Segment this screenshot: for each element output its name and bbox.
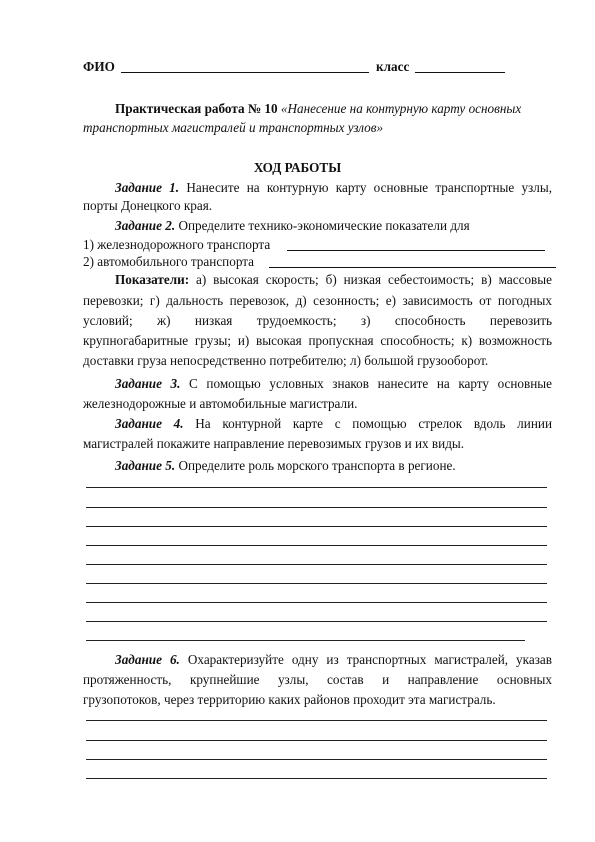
task6-answer-line-2[interactable] (86, 740, 547, 741)
class-answer-line[interactable] (415, 72, 505, 73)
task5-label: Задание 5. (115, 458, 176, 473)
task2-item2-answer-line[interactable] (269, 267, 556, 268)
task6-answer-line-1[interactable] (86, 720, 547, 721)
task2-text: Определите технико-экономические показатели для (178, 218, 470, 233)
task6-answer-line-3[interactable] (86, 759, 547, 760)
work-topic-part1: «Нанесение на контурную карту основных (280, 101, 522, 116)
task2-item2: 2) автомобильного транспорта (83, 254, 255, 269)
indicators-label: Показатели: (115, 272, 190, 287)
task4-text-part1: На контурной карте с помощью стрелок вдоль линии (195, 416, 552, 431)
task3-text-part2: железнодорожные и автомобильные магистрали. (83, 396, 358, 411)
fio-answer-line[interactable] (121, 72, 369, 73)
task1-line1 (115, 180, 552, 196)
task3-label: Задание 3. (115, 376, 181, 391)
task5-answer-line-4[interactable] (86, 545, 547, 546)
task5-text: Определите роль морского транспорта в регионе. (178, 458, 456, 473)
indicators-line3: условий; ж) низкая трудоемкость; з) способность перевозить (83, 313, 552, 328)
task6-line1 (115, 652, 552, 668)
indicators-line5: доставки груза непосредственно потребителю; л) большой грузооборот. (83, 353, 489, 368)
task3-text-part1: С помощью условных знаков нанесите на карту основные (189, 376, 553, 391)
task1-label: Задание 1. (115, 180, 180, 195)
task2-item1: 1) железнодорожного транспорта (83, 237, 271, 252)
work-title: Практическая работа № 10 (115, 101, 278, 116)
fio-label: ФИО (83, 59, 115, 74)
task5-answer-line-5[interactable] (86, 564, 547, 565)
work-topic-part2: транспортных магистралей и транспортных узлов» (83, 120, 384, 135)
task6-text-part2: протяженность, крупнейшие узлы, состав и направление основных (83, 672, 552, 687)
task1-text-part1: Нанесите на контурную карту основные транспортные узлы, (186, 180, 552, 195)
task2-item1-answer-line[interactable] (287, 250, 545, 251)
task2-label: Задание 2. (115, 218, 176, 233)
task6-answer-line-4[interactable] (86, 778, 547, 779)
task4-text-part2: магистралей покажите направление перевозимых грузов и их виды. (83, 436, 465, 451)
task2-line1 (115, 218, 470, 234)
indicators-line4: крупногабаритные грузы; и) высокая пропускная способность; к) возможность (83, 333, 552, 348)
task6-label: Задание 6. (115, 652, 180, 667)
section-heading: ХОД РАБОТЫ (253, 160, 342, 175)
work-title-line1 (115, 101, 521, 117)
task5-answer-line-3[interactable] (86, 526, 547, 527)
task5-line1 (115, 458, 456, 474)
indicators-line2: перевозки; г) дальность перевозок, д) сезонность; е) зависимость от погодных (83, 293, 552, 308)
task4-label: Задание 4. (115, 416, 184, 431)
task6-text-part1: Охарактеризуйте одну из транспортных магистралей, указав (187, 652, 553, 667)
indicators-line1 (115, 272, 552, 288)
task5-answer-line-2[interactable] (86, 507, 547, 508)
task4-line1 (115, 416, 552, 432)
task5-answer-line-7[interactable] (86, 602, 547, 603)
task5-answer-line-9[interactable] (86, 640, 525, 641)
task3-line1 (115, 376, 552, 392)
indicators-text-part1: а) высокая скорость; б) низкая себестоимость; в) массовые (189, 272, 552, 287)
class-label: класс (376, 59, 410, 74)
task5-answer-line-6[interactable] (86, 583, 547, 584)
task1-text-part2: порты Донецкого края. (83, 198, 213, 213)
task6-text-part3: грузопотоков, через территорию каких районов проходит эта магистраль. (83, 692, 496, 707)
task5-answer-line-1[interactable] (86, 487, 547, 488)
task5-answer-line-8[interactable] (86, 621, 547, 622)
